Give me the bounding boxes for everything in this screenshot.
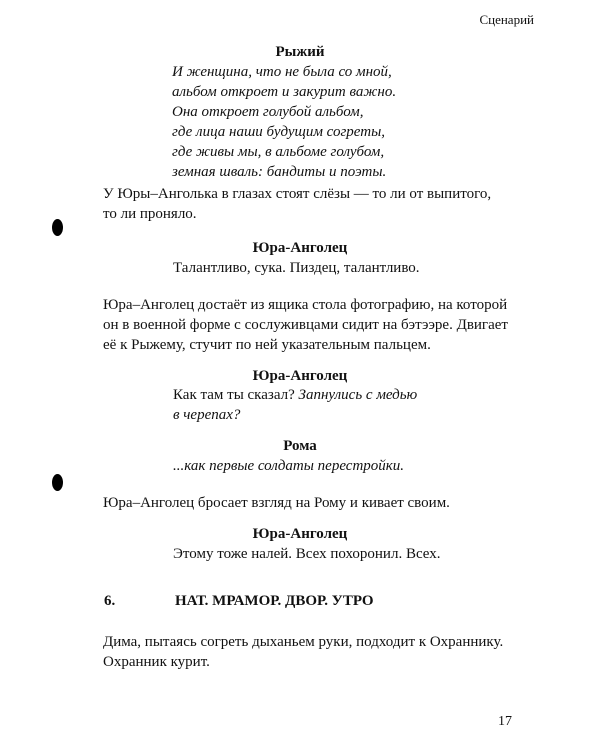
verse-line: И женщина, что не была со мной, xyxy=(172,64,392,80)
action-line: Дима, пытаясь согреть дыханьем руки, подходит к Охраннику. xyxy=(103,634,504,650)
speaker-name: Рыжий xyxy=(275,44,325,60)
scene-heading: НАТ. МРАМОР. ДВОР. УТРО xyxy=(175,593,374,609)
verse-line: земная шваль: бандиты и поэты. xyxy=(172,164,387,180)
page-number: 17 xyxy=(498,714,512,729)
action-paragraph xyxy=(103,295,508,355)
action-line: он в военной форме с сослуживцами сидит на бэтээре. Двигает xyxy=(103,317,508,333)
scene-number: 6. xyxy=(104,593,116,609)
action-line: Охранник курит. xyxy=(103,654,210,670)
verse-line: Она откроет голубой альбом, xyxy=(172,104,364,120)
dialogue-quote: Запнулись с медью xyxy=(298,387,418,403)
dialogue-line: в черепах? xyxy=(173,407,241,423)
poem-verse xyxy=(172,62,396,182)
dialogue-line: ...как первые солдаты перестройки. xyxy=(173,458,405,474)
speaker-name: Юра-Анголец xyxy=(252,526,348,542)
action-paragraph xyxy=(103,632,503,672)
dialogue-text xyxy=(173,385,417,425)
speaker-name: Юра-Анголец xyxy=(252,240,348,256)
speaker-name: Рома xyxy=(283,438,317,454)
action-line: Юра–Анголец достаёт из ящика стола фотографию, на которой xyxy=(103,297,508,313)
action-paragraph xyxy=(103,184,491,224)
dialogue-line xyxy=(173,385,417,405)
speaker-name: Юра-Анголец xyxy=(252,368,348,384)
verse-line: где лица наши будущим согреты, xyxy=(172,124,386,140)
verse-line: альбом откроет и закурит важно. xyxy=(172,84,397,100)
action-line: её к Рыжему, стучит по ней указательным пальцем. xyxy=(103,337,431,353)
action-line: то ли проняло. xyxy=(103,206,197,222)
running-header: Сценарий xyxy=(479,12,534,27)
verse-line: где живы мы, в альбоме голубом, xyxy=(172,144,385,160)
dialogue-line: Этому тоже налей. Всех похоронил. Всех. xyxy=(173,546,441,562)
dialogue-plain: Как там ты сказал? xyxy=(173,387,299,403)
punch-hole-top xyxy=(52,219,63,236)
punch-hole-bottom xyxy=(52,474,63,491)
action-line: У Юры–Анголька в глазах стоят слёзы — то ли от выпитого, xyxy=(103,186,492,202)
action-paragraph: Юра–Анголец бросает взгляд на Рому и кивает своим. xyxy=(103,495,450,511)
dialogue-line: Талантливо, сука. Пиздец, талантливо. xyxy=(173,260,420,276)
